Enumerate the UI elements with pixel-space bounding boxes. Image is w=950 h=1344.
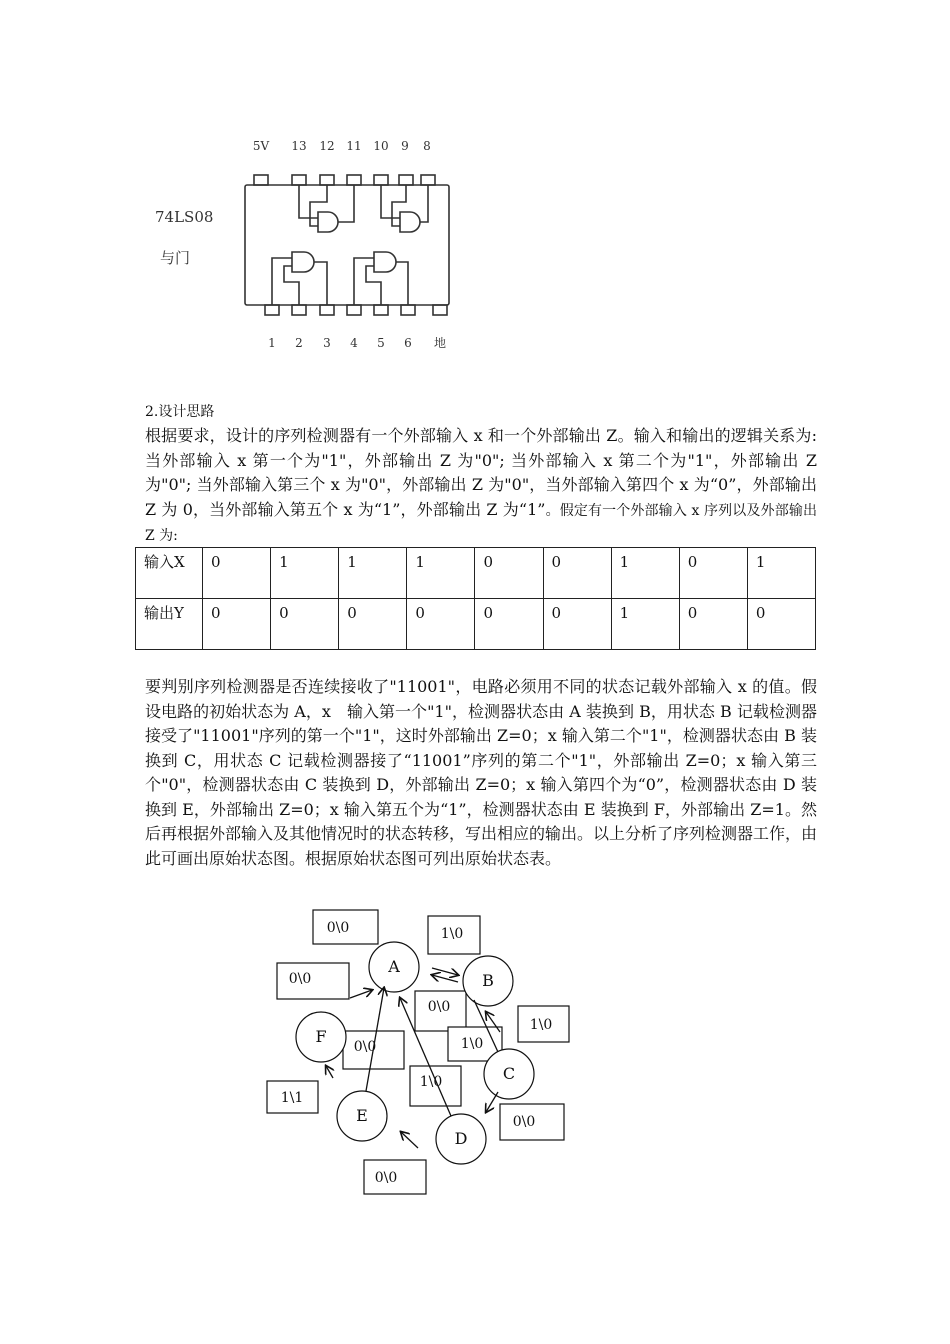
state-label-a: A (388, 957, 400, 976)
bottom-pin-label: 5 (377, 336, 385, 350)
chip-pinout-figure (150, 130, 470, 360)
table-cell: 1 (271, 548, 339, 599)
table-cell: 0 (543, 548, 611, 599)
top-pin-label: 9 (401, 139, 409, 153)
table-cell: 0 (475, 548, 543, 599)
state-diagram (250, 900, 580, 1200)
section-title: 2.设计思路 (145, 404, 215, 420)
state-label-b: B (482, 971, 494, 990)
transition-label: 0\0 (427, 999, 451, 1015)
table-cell: 0 (747, 599, 815, 650)
state-label-f: F (315, 1027, 327, 1046)
state-label-c: C (502, 1064, 516, 1083)
transition-label: 0\0 (288, 971, 312, 987)
bottom-pin-label: 4 (350, 336, 358, 350)
part-number-label: 74LS08 (155, 208, 214, 226)
table-cell: 0 (203, 548, 271, 599)
paragraph-requirements (145, 424, 817, 549)
table-cell: 0 (679, 599, 747, 650)
paragraph-requirements-main: 根据要求，设计的序列检测器有一个外部输入 x 和一个外部输出 Z。输入和输出的逻辑关系为: 当外部输入 x 第一个为"1"，外部输出 Z 为"0"; 当外部输入 x 第二个为"1"，外部输出 Z 为"0"; 当外部输入第三个 x 为"0"，外部输出 Z 为"0"，当外部输入第四个 x 为“0”，外部输出 Z 为 0，当外部输入第五个 x 为“1”，外部输出 Z 为“1” (145, 426, 817, 519)
table-cell: 1 (747, 548, 815, 599)
table-cell: 1 (407, 548, 475, 599)
table-cell: 1 (611, 548, 679, 599)
bottom-pin-label: 1 (268, 336, 276, 350)
chip-body (245, 175, 449, 315)
sequence-table (135, 547, 816, 650)
table-cell: 0 (339, 599, 407, 650)
bottom-pin-label: 地 (433, 336, 447, 350)
transition-label: 1\0 (460, 1036, 484, 1052)
paragraph-requirements-tail: 。假定有一个外部输入 x 序列以及外部输出 Z 为: (145, 502, 817, 544)
table-cell: 0 (475, 599, 543, 650)
table-cell: 0 (203, 599, 271, 650)
top-pin-label: 11 (346, 139, 362, 153)
top-pin-label: 5V (252, 139, 270, 153)
top-pin-label: 13 (291, 139, 307, 153)
transition-label: 1\1 (280, 1090, 304, 1106)
transition-label: 0\0 (374, 1170, 398, 1186)
state-label-e: E (356, 1106, 368, 1125)
top-pin-label: 8 (423, 139, 431, 153)
table-row (136, 548, 816, 599)
row-label-output: 输出Y (136, 599, 203, 650)
bottom-pin-label: 2 (295, 336, 303, 350)
paragraph-analysis: 要判别序列检测器是否连续接收了"11001"，电路必须用不同的状态记载外部输入 x 的值。假设电路的初始状态为 A，x 输入第一个"1"，检测器状态由 A 装换到 B，用状态 B 记载检测器接受了"11001"序列的第一个"1"，这时外部输出 Z=0；x 输入第二个"1"，检测器状态由 B 装换到 C，用状态 C 记载检测器接了“11001”序列的第二个"1"，外部输出 Z=0；x 输入第三个"0"，检测器状态由 C 装换到 D，外部输出 Z=0；x 输入第四个为“0”，检测器状态由 D 装换到 E，外部输出 Z=0；x 输入第五个为“1”，检测器状态由 E 装换到 F，外部输出 Z=1。然后再根据外部输入及其他情况时的状态转移，写出相应的输出。以上分析了序列检测器工作，由此可画出原始状态图。根据原始状态图可列出原始状态表。 (145, 677, 818, 868)
table-cell: 0 (543, 599, 611, 650)
transition-label: 1\0 (440, 926, 464, 942)
bottom-pin-label: 3 (323, 336, 331, 350)
transition-label: 1\0 (419, 1074, 443, 1090)
transition-label: 0\0 (512, 1114, 536, 1130)
table-cell: 0 (407, 599, 475, 650)
table-cell: 1 (611, 599, 679, 650)
bottom-pin-label: 6 (404, 336, 412, 350)
top-pin-label: 10 (373, 139, 389, 153)
transition-label: 0\0 (353, 1039, 377, 1055)
row-label-input: 输入X (136, 548, 203, 599)
state-label-d: D (454, 1129, 468, 1148)
transition-label: 0\0 (326, 920, 350, 936)
gate-name-label: 与门 (160, 249, 191, 267)
table-cell: 1 (339, 548, 407, 599)
table-cell: 0 (271, 599, 339, 650)
table-cell: 0 (679, 548, 747, 599)
top-pin-label: 12 (319, 139, 335, 153)
table-row (136, 599, 816, 650)
transition-label: 1\0 (529, 1017, 553, 1033)
